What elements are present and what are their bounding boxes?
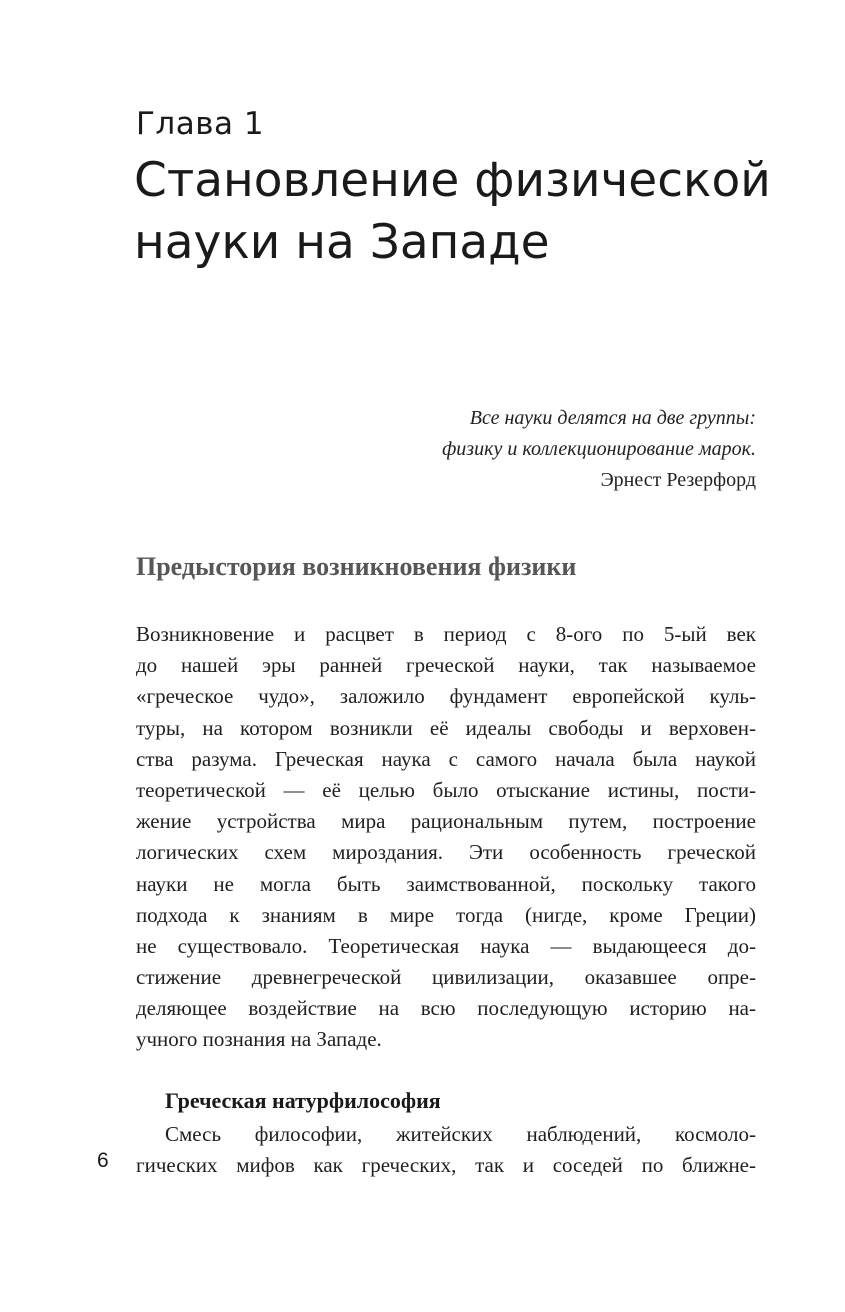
- epigraph-quote-line: физику и коллекционирование марок.: [442, 438, 756, 460]
- body-paragraph: [136, 619, 756, 1056]
- body-paragraph: [136, 1119, 756, 1181]
- text-line: Смесь философии, житейских наблюдений, космоло-: [165, 1122, 756, 1146]
- text-line: до нашей эры ранней греческой науки, так называемое: [136, 653, 756, 678]
- text-line: туры, на котором возникли её идеалы свободы и верховен-: [136, 715, 756, 740]
- text-line: деляющее воздействие на всю последующую историю на-: [136, 996, 756, 1021]
- text-line: не существовало. Теоретическая наука — выдающееся до-: [136, 933, 756, 958]
- section-heading: Предыстория возникновения физики: [136, 552, 577, 581]
- epigraph: [442, 403, 756, 496]
- epigraph-author: Эрнест Резерфорд: [600, 469, 756, 491]
- text-line: логических схем мироздания. Эти особенность греческой: [136, 840, 756, 865]
- text-line: теоретической — её целью было отыскание истины, пости-: [136, 777, 756, 802]
- chapter-label: Глава 1: [136, 106, 265, 142]
- text-line: науки не могла быть заимствованной, поскольку такого: [136, 871, 756, 896]
- subsection-heading: Греческая натурфилософия: [165, 1088, 441, 1113]
- text-line: Возникновение и расцвет в период с 8-ого по 5-ый век: [136, 622, 756, 646]
- text-line: ства разума. Греческая наука с самого начала была наукой: [136, 746, 756, 771]
- text-line: гических мифов как греческих, так и соседей по ближне-: [136, 1153, 756, 1178]
- text-line: «греческое чудо», заложило фундамент европейской куль-: [136, 684, 756, 709]
- epigraph-quote-line: Все науки делятся на две группы:: [469, 407, 756, 429]
- text-line: подхода к знаниям в мире тогда (нигде, кроме Греции): [136, 902, 756, 927]
- chapter-title-line: науки на Западе: [134, 215, 550, 270]
- text-line: учного познания на Западе.: [136, 1027, 382, 1052]
- text-line: стижение древнегреческой цивилизации, оказавшее опре-: [136, 965, 756, 990]
- chapter-title-line: Становление физической: [134, 153, 771, 208]
- page-number: 6: [97, 1149, 109, 1172]
- text-line: жение устройства мира рациональным путем, построение: [136, 809, 756, 834]
- chapter-title: [134, 150, 774, 274]
